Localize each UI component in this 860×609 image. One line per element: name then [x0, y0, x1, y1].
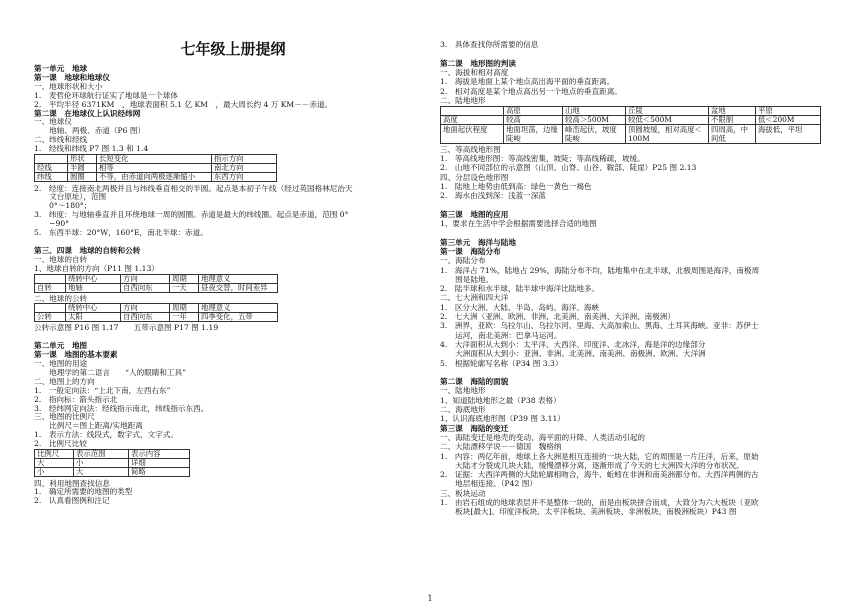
text-line: 1. 陆地上地势由低到高：绿色一黄色一褐色 [440, 181, 592, 191]
table-cell: 海拔低，平坦 [756, 125, 821, 144]
section-heading: 第二单元 地图 [34, 341, 88, 351]
table-cell: 小 [35, 468, 74, 477]
text-line: 1. 海拔是地面上某个地点高出海平面的垂直距离。 [440, 77, 615, 87]
text-line: 1. 经线和纬线 P7 图 1.3 和 1.4 [34, 144, 149, 154]
table-cell: 不等，由赤道向两极逐渐缩小 [97, 173, 212, 182]
text-line: 2. 指向标：箭头指示北 [34, 394, 118, 404]
table-cell: 四周高，中间低 [709, 125, 756, 144]
table-cell: 自转 [35, 283, 66, 292]
table-cell: 地面坦荡，边缘陡峻 [504, 125, 563, 144]
text-line: 三、地图的比例尺 [34, 412, 95, 422]
text-line: 一、地球的自转 [34, 254, 88, 264]
text-line: 1. 一般定向法：“上北下南，左西右东” [34, 385, 171, 395]
table-cell: 大 [35, 459, 74, 468]
text-line: 一、海拔和相对高度 [440, 67, 509, 77]
rotation-table [34, 274, 278, 293]
text-line: 一、地球形状和大小 [34, 81, 103, 91]
table-cell: 一天 [170, 283, 199, 292]
text-line: 2. 陆半球和水半球，陆半球中海洋比陆地多。 [440, 284, 600, 294]
text-line: 地轴、两极、赤道（P6 图） [34, 126, 146, 136]
text-line: 三、板块运动 [440, 488, 486, 498]
text-line: 1. 内容：两亿年前，地球上各大洲是相互连接的一块大陆，它的周围是一片汪洋，后来，原始 [440, 451, 759, 461]
section-heading: 第一课 地球和地球仪 [34, 72, 110, 82]
revolution-table [34, 303, 278, 322]
table-cell: 平原 [756, 107, 821, 116]
section-heading: 第三课 地图的应用 [440, 209, 509, 219]
table-cell: 大 [74, 468, 129, 477]
text-line: 2. 经度：连接南北两极并且与纬线垂直相交的半圆。起点是本初子午线（经过英国格林尼治天 [34, 183, 353, 193]
text-line: 1. 由岩石组成的地球表层并不是整体一块的，而是由板块拼合而成，大致分为六大板块（亚欧 [440, 498, 759, 507]
table-row [35, 313, 278, 322]
text-line: 3. 具体查找你所需要的信息 [440, 40, 539, 49]
text-line: 一、地球仪 [34, 117, 72, 127]
text-line: 一、海陆分布 [440, 256, 486, 266]
table-cell: 丘陵 [626, 107, 709, 116]
text-line: 2. 相对高度是某个地点高出另一个地点的垂直距离。 [440, 86, 622, 96]
table-cell: 周期 [170, 304, 199, 313]
text-line: 1. 等高线地形图：等高线密集，坡陡；等高线稀疏，坡缓。 [440, 153, 645, 163]
table-cell: 相等 [97, 164, 212, 173]
table-cell [35, 274, 66, 283]
table-row [35, 450, 190, 459]
table-cell: 山地 [563, 107, 626, 116]
section-heading: 第一课 海陆分布 [440, 246, 501, 256]
table-row [35, 173, 277, 182]
text-line: 三、等高线地形图 [440, 144, 501, 154]
text-line: 围是陆地。 [440, 274, 494, 284]
section-heading: 第一课 地图的基本要素 [34, 350, 118, 360]
section-heading: 第一单元 地球 [34, 64, 88, 73]
table-cell: 太阳 [66, 313, 121, 322]
table-row [441, 125, 821, 144]
text-line: 板块[最大]、印度洋板块、太平洋板块、美洲板块、非洲板块、南极洲板块）P43 图 [440, 507, 737, 517]
table-cell: 高度 [441, 116, 504, 125]
table-cell: 形状 [68, 155, 97, 164]
table-cell: 比例尺 [35, 450, 74, 459]
table-cell: 高原 [504, 107, 563, 116]
table-cell: 地理意义 [199, 304, 278, 313]
text-line: 1、地球自转的方向（P11 图 1.13） [34, 263, 159, 273]
text-line: 4. 大洋面积从大到小：太平洋、大西洋、印度洋、北冰洋，海是洋的边缘部分 [440, 339, 706, 349]
table-row [35, 274, 278, 283]
text-line: 二、地球的公转 [34, 293, 88, 303]
scale-table [34, 449, 190, 477]
text-line: 一、陆地地形 [440, 386, 486, 396]
table-cell: 方向 [121, 304, 170, 313]
table-cell: 自西向东 [121, 313, 170, 322]
terrain-table [440, 106, 821, 144]
page-number: 1 [427, 594, 433, 603]
text-line: 2. 山地不同部位的示意图（山顶、山脊、山谷、鞍部、陡崖）P25 图 2.13 [440, 163, 697, 173]
text-line: 二、纬线和经线 [34, 135, 88, 145]
table-cell: 较高＞500M [563, 116, 626, 125]
table-cell: 小 [74, 459, 129, 468]
table-cell: 绕转中心 [66, 304, 121, 313]
table-cell: 简略 [129, 468, 190, 477]
text-line: 2. 七大洲（亚洲、欧洲、非洲、北美洲、南美洲、大洋洲、南极洲） [440, 312, 676, 321]
text-line: 地理学的第二语言 “人的眼睛和工具” [34, 367, 187, 377]
table-cell: 南北方向 [212, 164, 277, 173]
table-cell: 长短变化 [97, 155, 212, 164]
table-cell: 圆圈 [68, 173, 97, 182]
page-title: 七年级上册提纲 [180, 40, 286, 58]
table-cell: 不限制 [709, 116, 756, 125]
table-cell: 顶圆坡缓，相对高度＜100M [626, 125, 709, 144]
text-line: 3. 纬度：与地轴垂直并且环绕地球一周的圆圈。赤道是最大的纬线圈。起点是赤道，范围 0° [34, 210, 349, 220]
text-line: 1、要求在生活中学会根据需要选择合适的地图 [440, 219, 597, 228]
table-row [35, 459, 190, 468]
text-line: 2. 比例尺比较 [34, 439, 87, 449]
table-cell: 盆地 [709, 107, 756, 116]
table-cell: 公转 [35, 313, 66, 322]
table-cell: 经线 [35, 164, 68, 173]
table-cell: 地轴 [66, 283, 121, 292]
text-line: 5. 根据轮廓写名称（P34 图 3.3） [440, 358, 563, 368]
table-cell: 表示范围 [74, 450, 129, 459]
text-line: 1、认识海底地形图（P39 图 3.11） [440, 414, 565, 424]
section-heading: 第二课 在地球仪上认识经纬网 [34, 108, 141, 118]
table-cell: 低＜200M [756, 116, 821, 125]
text-line: 二、七大洲和四大洋 [440, 293, 509, 303]
text-line: 1. 表示方法：线段式，数字式，文字式。 [34, 430, 178, 440]
text-line: 1. 麦哲伦环球航行证实了地球是一个球体 [34, 90, 178, 100]
table-cell: 峰峦起伏，坡度陡峻 [563, 125, 626, 144]
text-line: 二、大陆漂移学说－－德国 魏格纳 [440, 442, 562, 452]
text-line: 二、陆地地形 [440, 95, 486, 105]
table-cell: 表示内容 [129, 450, 190, 459]
table-cell: 昼夜交替，时间差异 [199, 283, 278, 292]
text-line: 3. 洲界，亚欧：乌拉尔山、乌拉尔河、里海、大高加索山、黑海、土耳其海峡。亚非：苏伊士 [440, 321, 759, 331]
text-line: 1. 区分大洲、大陆、半岛、岛屿、海洋、海峡 [440, 302, 600, 312]
table-cell: 地面起伏程度 [441, 125, 504, 144]
text-line: 四、利用地图查找信息 [34, 478, 110, 488]
text-line: 大陆才分裂成几块大陆，缓慢漂移分离，逐渐形成了今天的七大洲四大洋的分布状况。 [440, 460, 744, 470]
table-cell: 地理意义 [199, 274, 278, 283]
text-line: 一、地图的用途 [34, 359, 88, 368]
section-heading: 第三、四课 地球的自转和公转 [34, 245, 141, 255]
table-cell: 自西向东 [121, 283, 170, 292]
text-line: 大洲面积从大到小：亚洲、非洲、北美洲、南美洲、南极洲、欧洲、大洋洲 [440, 349, 706, 359]
text-line: 1、知道陆地地形之最（P38 表格） [440, 395, 561, 405]
table-cell: 纬线 [35, 173, 68, 182]
section-heading: 第三单元 海洋与陆地 [440, 237, 516, 247]
text-line: 5. 东西半球：20°W，160°E，南北半球：赤道。 [34, 228, 208, 237]
text-line: ~90° [34, 219, 70, 229]
table-cell: 周期 [170, 274, 199, 283]
table-row [35, 468, 190, 477]
table-cell: 一年 [170, 313, 199, 322]
table-cell: 东西方向 [212, 173, 277, 182]
table-cell: 半圆 [68, 164, 97, 173]
table-cell: 绕转中心 [66, 274, 121, 283]
text-line: 比例尺＝图上距离/实地距离 [34, 421, 143, 431]
text-line: 1. 海洋占 71%，陆地占 29%，海陆分布不均，陆地集中在北半球，北极周围是海洋，南极周 [440, 265, 760, 275]
text-line: 地层相连接。（P42 图） [440, 479, 537, 489]
table-cell: 较高 [504, 116, 563, 125]
table-cell: 较低＜500M [626, 116, 709, 125]
latlon-table [34, 154, 277, 182]
section-heading: 第三课 海陆的变迁 [440, 423, 509, 433]
text-line: 2. 海水由浅到深：浅蓝一深蓝 [440, 191, 546, 201]
text-line: 公转示意图 P16 图 1.17 五带示意图 P17 图 1.19 [34, 323, 219, 333]
table-cell: 四季变化，五带 [199, 313, 278, 322]
text-line: 一、海陆变迁是地壳的变动、海平面的升降、人类活动引起的 [440, 432, 646, 442]
text-line: 3. 经纬网定向法：经线指示南北，纬线指示东西。 [34, 403, 209, 413]
text-line: 二、海底地形 [440, 405, 486, 414]
text-line: 2. 认真看图例和注记 [34, 496, 110, 506]
section-heading: 第二课 海陆的面貌 [440, 377, 509, 387]
table-row [35, 283, 278, 292]
table-cell: 方向 [121, 274, 170, 283]
text-line: 文台原址），范围 [34, 192, 107, 202]
text-line: 0°～180°； [34, 201, 92, 211]
text-line: 运河，南北美洲：巴拿马运河。 [440, 330, 562, 340]
section-heading: 第二课 地形图的判读 [440, 58, 516, 68]
text-line: 2. 平均半径 6371KM ，地球表面积 5.1 亿 KM ，最大周长约 4 万 KM－－赤道。 [34, 99, 333, 109]
text-line: 1. 确定所需要的地图的类型 [34, 487, 133, 497]
table-cell: 详细 [129, 459, 190, 468]
text-line: 四、分层设色地形图 [440, 172, 509, 182]
text-line: 2. 证据：大西洋两侧的大陆轮廓相吻合，海牛、蚯蚓在非洲和南美洲都分布。大西洋两侧的古 [440, 470, 759, 480]
text-line: 二、地图上的方向 [34, 376, 95, 386]
table-row [441, 116, 821, 125]
table-cell: 指示方向 [212, 155, 277, 164]
